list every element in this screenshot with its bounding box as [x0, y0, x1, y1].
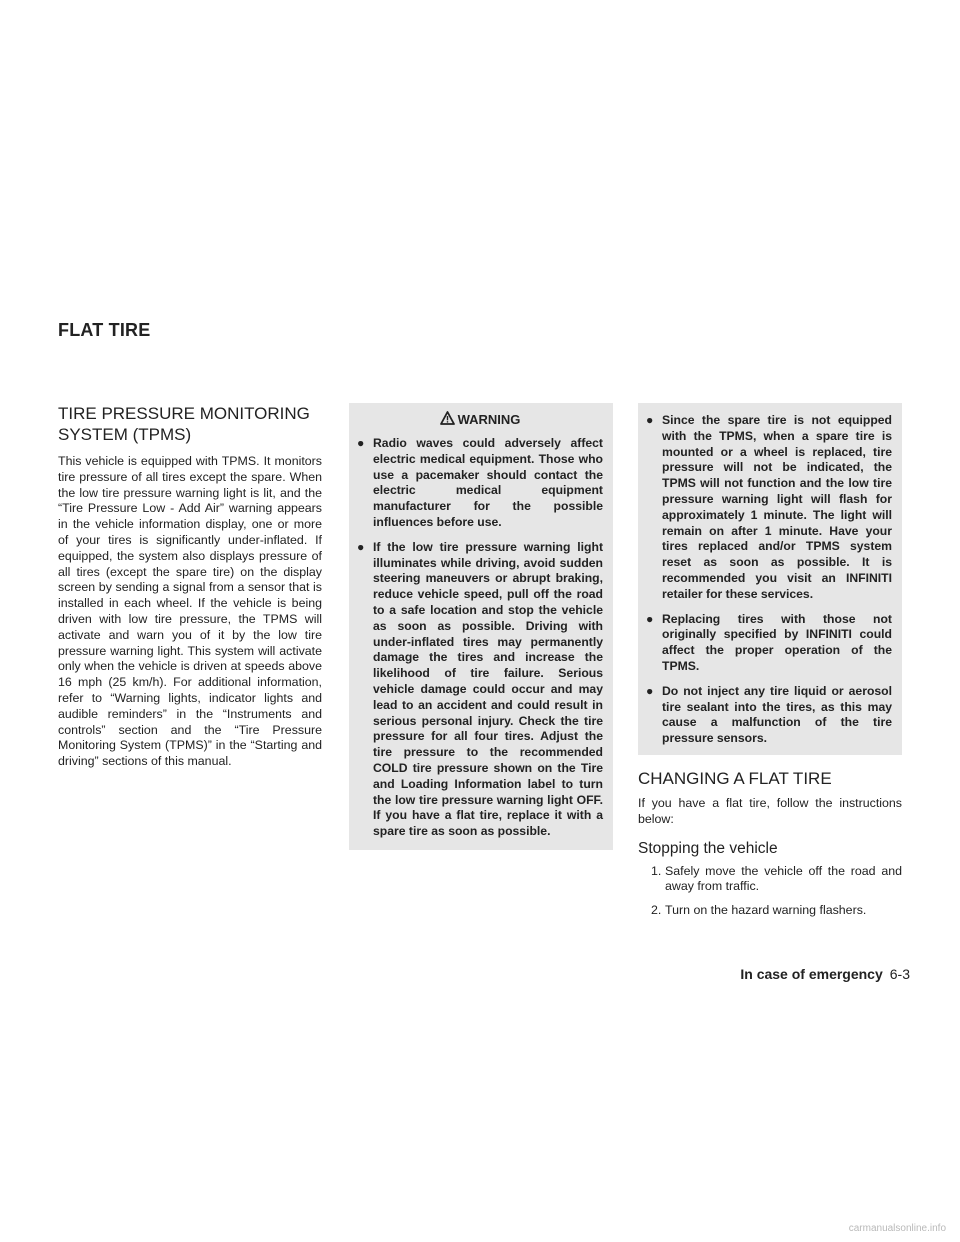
stopping-heading: Stopping the vehicle	[638, 839, 778, 857]
warning-triangle-icon	[440, 411, 455, 428]
warning-item	[357, 540, 603, 840]
warning-item-text: If the low tire pressure warning light illuminates while driving, avoid sudden steering maneuvers or abrupt braking, reduce vehicle speed, pull off the road to a safe location and stop the vehicle as soon as possible. Driving with under-inflated tires may permanently damage the tires and increase the likelihood of tire failure. Serious vehicle damage could occur and may lead to an accident and could result in serious personal injury. Check the tire pressure for all four tires. Adjust the tire pressure to the recommended COLD tire pressure shown on the Tire and Loading Information label to turn the low tire pressure warning light OFF. If you have a flat tire, replace it with a spare tire as soon as possible.	[373, 539, 603, 839]
changing-heading: CHANGING A FLAT TIRE	[638, 768, 832, 788]
step-number: 2.	[651, 903, 662, 918]
step-number: 1.	[651, 863, 662, 878]
warning-list	[357, 436, 603, 840]
bullet-icon: ●	[646, 683, 654, 698]
warning-item	[646, 413, 892, 603]
bullet-icon: ●	[646, 413, 654, 427]
section-heading: FLAT TIRE	[58, 320, 151, 340]
tpms-heading-line2: SYSTEM (TPMS)	[58, 425, 192, 444]
warning-item	[357, 436, 603, 531]
page-number: 6-3	[889, 966, 910, 982]
tpms-body: This vehicle is equipped with TPMS. It monitors tire pressure of all tires except the spare. When the low tire pressure warning light is lit, and the “Tire Pressure Low - Add Air” warning appears in the vehicle information display, one or more of your tires is significantly under-inflated. If equipped, the system also displays pressure of all tires (except the spare tire) on the display screen by sending a signal from a sensor that is installed in each wheel. If the vehicle is being driven with low tire pressure, the TPMS will activate and warn you of it by the low tire pressure warning light. This system will activate only when the vehicle is driven at speeds above 16 mph (25 km/h). For additional information, refer to “Warning lights, indicator lights and audible reminders” in the “Instruments and controls” section and the “Tire Pressure Monitoring System (TPMS)” in the “Starting and driving” sections of this manual.	[58, 454, 322, 769]
warning-title	[357, 411, 603, 428]
stopping-steps	[638, 864, 902, 919]
step-text: Safely move the vehicle off the road and away from traffic.	[665, 863, 902, 894]
tpms-heading	[58, 403, 322, 445]
column-2	[349, 403, 613, 850]
step-text: Turn on the hazard warning flashers.	[665, 903, 867, 918]
warning-item-text: Since the spare tire is not equipped with the TPMS, when a spare tire is mounted or a wheel is replaced, tire pressure will not be indicated, the TPMS will not function and the low tire pressure warning light will flash for approximately 1 minute. The light will remain on after 1 minute. Have your tires replaced and/or TPMS system reset as soon as possible. It is recommended you visit an INFINITI retailer for these services.	[662, 413, 892, 601]
warning-item	[646, 684, 892, 747]
changing-intro: If you have a flat tire, follow the instructions below:	[638, 795, 902, 826]
warning-box	[349, 403, 613, 850]
step-item	[638, 903, 902, 919]
warning-item-text: Radio waves could adversely affect electric medical equipment. Those who use a pacemaker should contact the electric medical equipment manufacturer for the possible influences before use.	[373, 436, 603, 529]
step-item	[638, 864, 902, 896]
page-footer	[740, 966, 910, 982]
column-1	[58, 403, 322, 778]
warning-item-text: Do not inject any tire liquid or aerosol tire sealant into the tires, as this may cause a malfunction of the tire pressure sensors.	[662, 683, 892, 746]
column-3	[638, 403, 902, 927]
warning-title-text: WARNING	[457, 412, 521, 427]
watermark: carmanualsonline.info	[848, 1223, 946, 1234]
chapter-name: In case of emergency	[740, 966, 883, 982]
bullet-icon: ●	[646, 611, 654, 626]
warning-list-continued	[646, 413, 892, 747]
warning-item-text: Replacing tires with those not originally specified by INFINITI could affect the proper operation of the TPMS.	[662, 611, 892, 673]
bullet-icon: ●	[357, 436, 365, 450]
bullet-icon: ●	[357, 539, 365, 554]
warning-box-continued	[638, 403, 902, 755]
warning-item	[646, 612, 892, 675]
tpms-heading-line1: TIRE PRESSURE MONITORING	[58, 404, 310, 423]
